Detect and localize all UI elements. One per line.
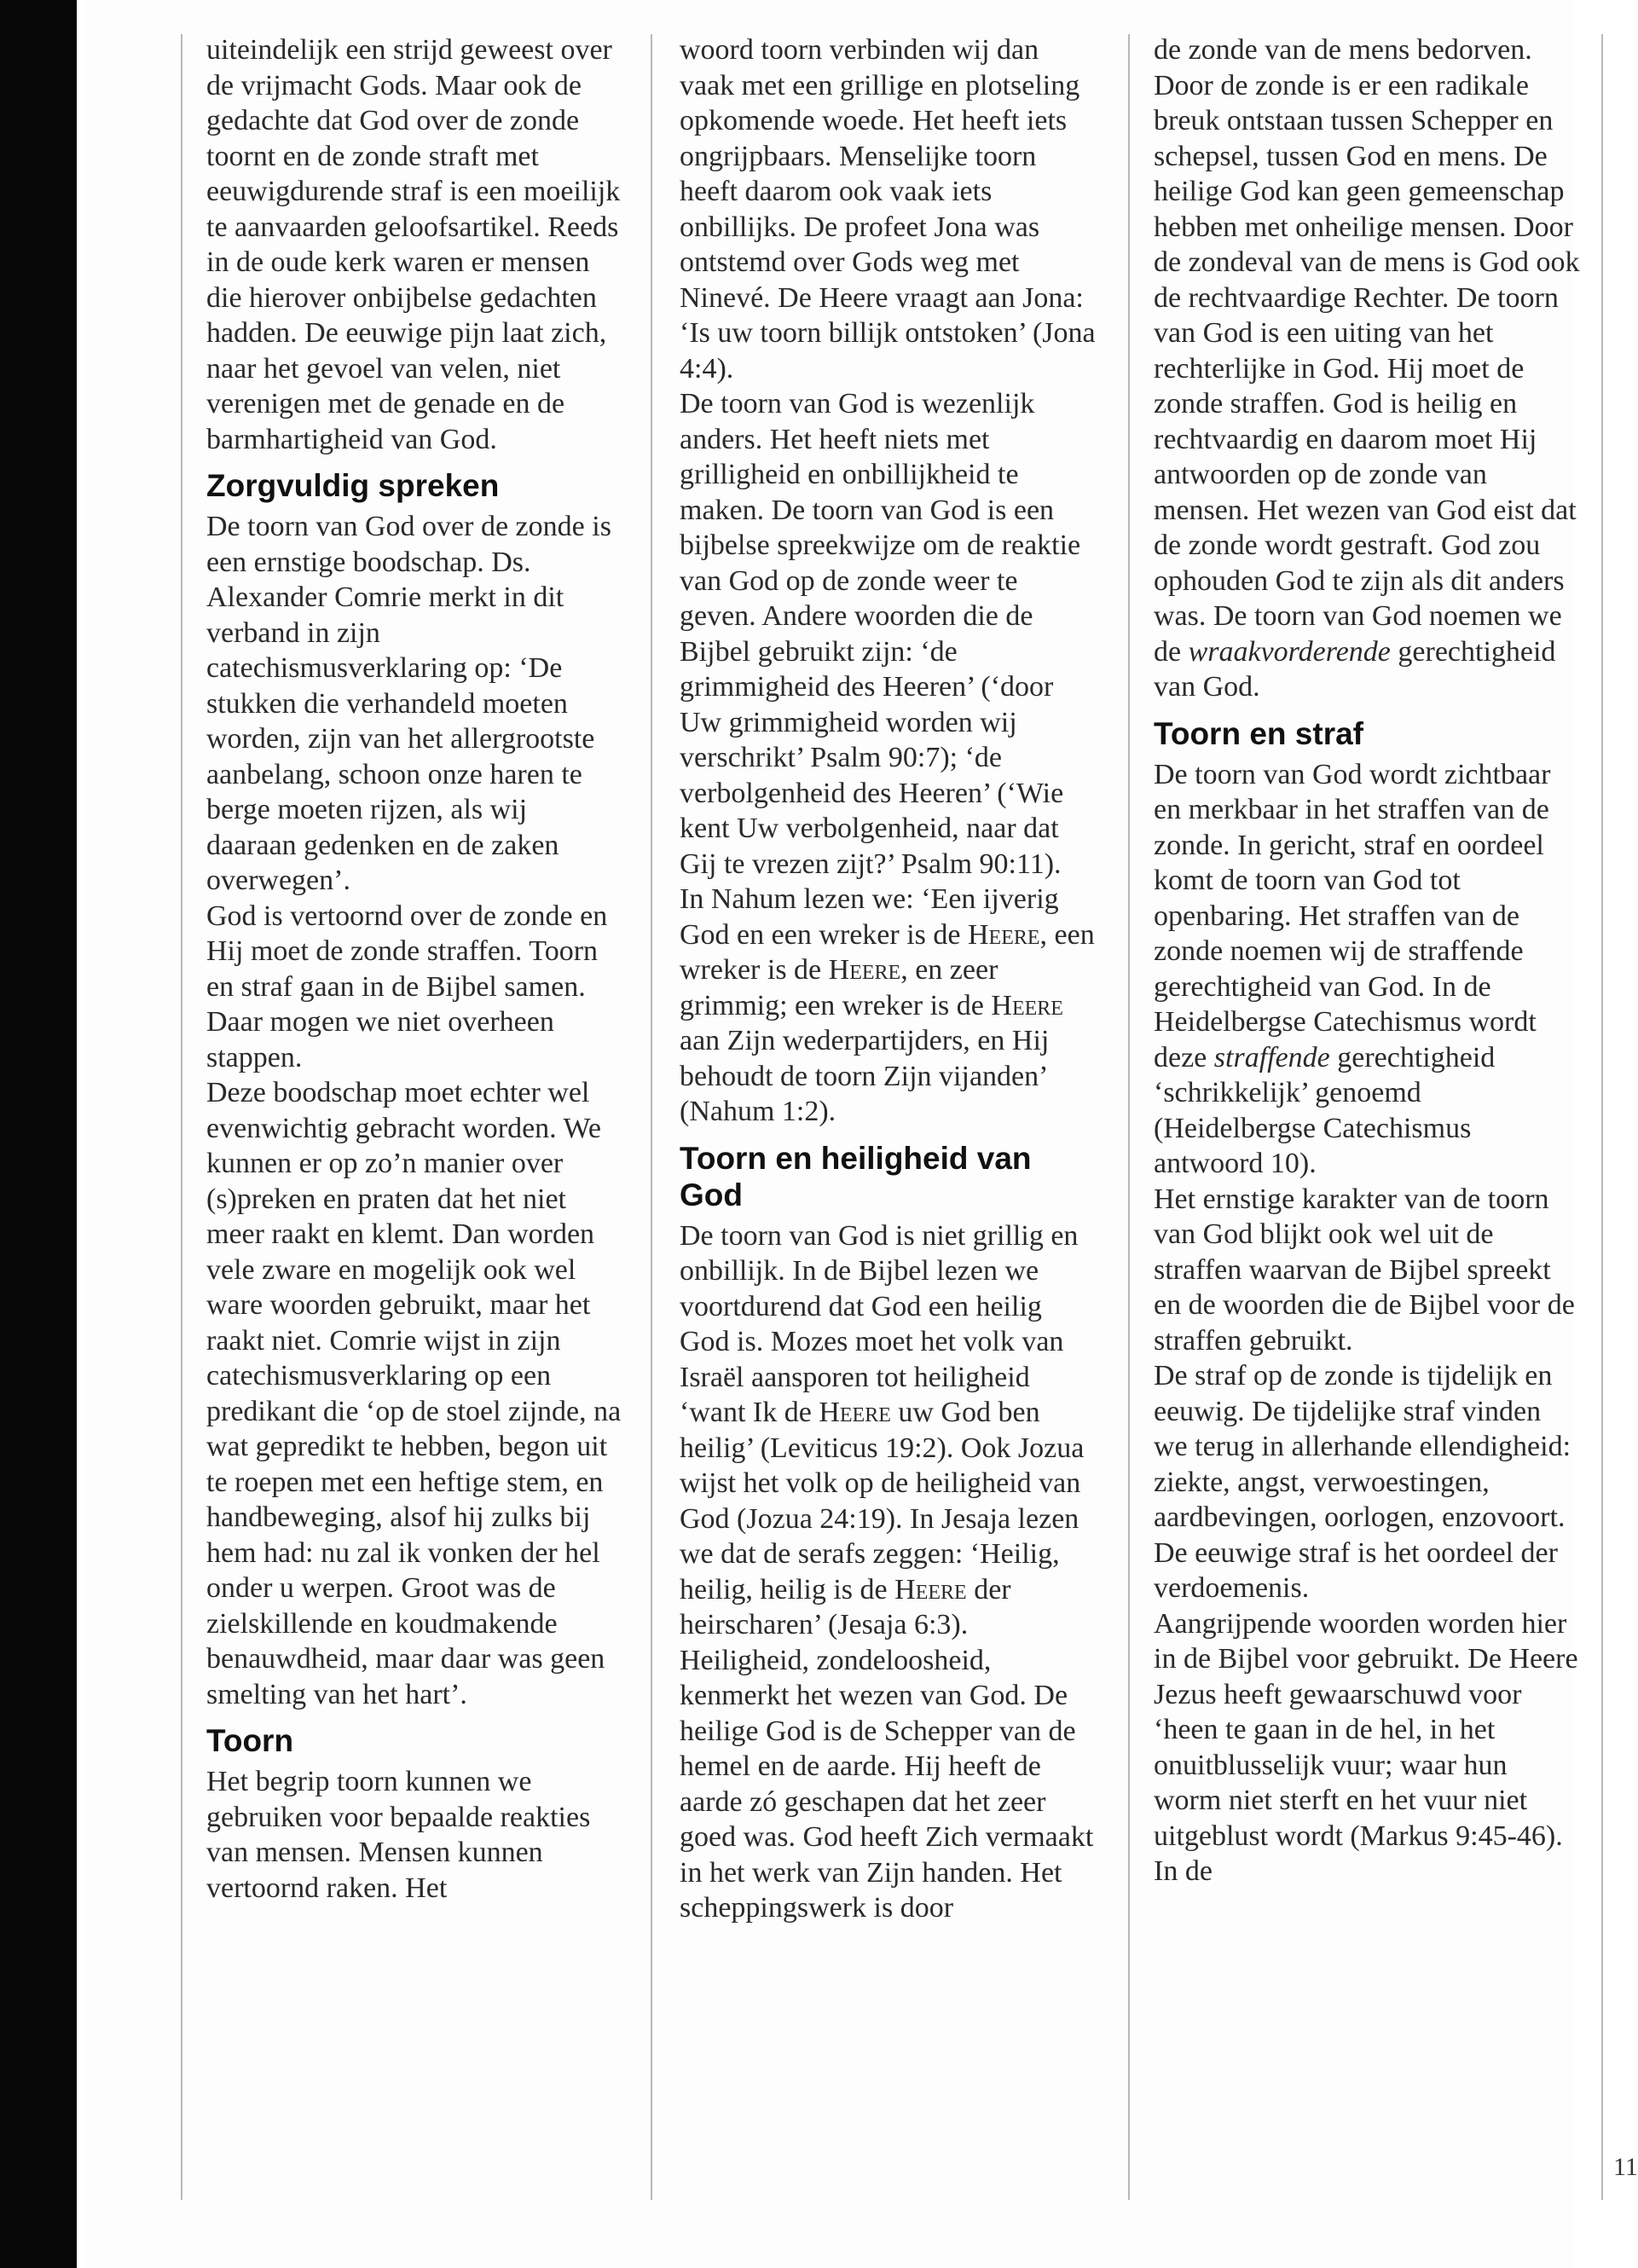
text-run: , een wreker is de: [680, 918, 1095, 986]
paragraph: [680, 1218, 1097, 1643]
text-column-3: [1154, 32, 1580, 2268]
divine-name: Heere: [991, 989, 1063, 1021]
text-run: , en zeer grimmig; een wreker is de: [680, 954, 998, 1021]
paragraph: [1154, 32, 1580, 705]
paragraph: Deze boodschap moet echter wel evenwichtig gebracht worden. We kunnen er op zo’n manier over (s)preken en praten dat het niet meer raakt en klemt. Dan worden vele zware en mogelijk ook wel ware woorden gebruikt, maar het raakt niet. Comrie wijst in zijn catechismusverklaring op een predikant die ‘op de stoel zijnde, na wat gepredikt te hebben, begon uit te roepen met een heftige stem, en handbeweging, alsof hij zulks bij hem had: nu zal ik vonken der hel onder u werpen. Groot was de zielskillende en koudmakende benauwdheid, maar daar was geen smelting van het hart’.: [206, 1077, 622, 1710]
text-column-1: [206, 32, 624, 2268]
paragraph: Aangrijpende woorden worden hier in de Bijbel voor gebruikt. De Heere Jezus heeft gewaarschuwd voor ‘heen te gaan in de hel, in het onuitblusselijk vuur; waar hun worm niet sterft en het vuur niet uitgeblust wordt (Markus 9:45-46). In de: [1154, 1607, 1578, 1887]
paragraph: [1154, 757, 1580, 1182]
text-run: aan Zijn wederpartijders, en Hij behoudt de toorn Zijn vijanden’ (Nahum 1:2).: [680, 1025, 1050, 1127]
section-heading: Toorn en heiligheid van God: [680, 1140, 1032, 1212]
text-run: De toorn van God wordt zichtbaar en merkbaar in het straffen van de zonde. In gericht, straf en oordeel komt de toorn van God tot openbaring. Het straffen van de zonde noemen wij de straffende gerechtigheid van God. In de Heidelbergse Catechismus wordt deze: [1154, 758, 1551, 1073]
section-heading: Toorn en straf: [1154, 715, 1363, 751]
page-number: 11: [1613, 2153, 1638, 2181]
column-rule-middle-2: [1128, 34, 1130, 2200]
text-run: In Nahum lezen we: ‘Een ijverig God en een wreker is de: [680, 883, 1059, 951]
divine-name: Heere: [967, 918, 1040, 951]
magazine-page: [85, 0, 1638, 2268]
text-run: de zonde van de mens bedorven. Door de zonde is er een radikale breuk ontstaan tussen Schepper en schepsel, tussen God en mens. De heilige God kan geen gemeenschap hebben met onheilige mensen. Door de zondeval van de mens is God ook de rechtvaardige Rechter. De toorn van God is een uiting van het rechterlijke in God. Hij moet de zonde straffen. God is heilig en rechtvaardig en daarom moet Hij antwoorden op de zonde van mensen. Het wezen van God eist dat de zonde wordt gestraft. God zou ophouden God te zijn als dit anders was. De toorn van God noemen we de: [1154, 34, 1580, 668]
section-heading: Zorgvuldig spreken: [206, 468, 500, 503]
paragraph: Het begrip toorn kunnen we gebruiken voor bepaalde reakties van mensen. Mensen kunnen vertoornd raken. Het: [206, 1766, 591, 1904]
paragraph: Het ernstige karakter van de toorn van God blijkt ook wel uit de straffen waarvan de Bijbel spreekt en de woorden die de Bijbel voor de straffen gebruikt.: [1154, 1183, 1575, 1357]
scan-edge-shadow: [0, 0, 77, 2268]
divine-name: Heere: [894, 1573, 967, 1606]
paragraph: De toorn van God over de zonde is een ernstige boodschap. Ds. Alexander Comrie merkt in dit verband in zijn catechismusverklaring op: ‘De stukken die verhandeld moeten worden, zijn van het allergrootste aanbelang, schoon onze haren te berge moeten rijzen, als wij daaraan gedenken en de zaken overwegen’.: [206, 511, 611, 896]
paragraph: [680, 882, 1097, 1130]
paragraph: uiteindelijk een strijd geweest over de vrijmacht Gods. Maar ook de gedachte dat God over de zonde toornt en de zonde straft met eeuwigdurende straf is een moeilijk te aanvaarden geloofsartikel. Reeds in de oude kerk waren er mensen die hierover onbijbelse gedachten hadden. De eeuwige pijn laat zich, naar het gevoel van velen, niet verenigen met de genade en de barmhartigheid van God.: [206, 34, 621, 455]
text-run: der heirscharen’ (Jesaja 6:3).: [680, 1573, 1011, 1640]
text-run: De toorn van God is niet grillig en onbillijk. In de Bijbel lezen we voortdurend dat God een heilig God is. Mozes moet het volk van Israël aansporen tot heiligheid ‘want Ik de: [680, 1219, 1079, 1428]
column-rule-right: [1601, 34, 1603, 2200]
emphasis: wraakvorderende: [1188, 635, 1391, 668]
text-run: gerechtigheid van God.: [1154, 635, 1556, 703]
divine-name: Heere: [828, 954, 901, 986]
paragraph: God is vertoornd over de zonde en Hij moet de zonde straffen. Toorn en straf gaan in de Bijbel samen. Daar mogen we niet overheen stappen.: [206, 900, 608, 1073]
text-column-2: [680, 32, 1097, 2268]
text-run: uw God ben heilig’ (Leviticus 19:2). Ook Jozua wijst het volk op de heiligheid van God (Jozua 24:19). In Jesaja lezen we dat de serafs zeggen: ‘Heilig, heilig, heilig is de: [680, 1397, 1085, 1606]
paragraph: De straf op de zonde is tijdelijk en eeuwig. De tijdelijke straf vinden we terug in allerhande ellendigheid: ziekte, angst, verwoestingen, aardbevingen, oorlogen, enzovoort. De eeuwige straf is het oordeel der verdoemenis.: [1154, 1360, 1571, 1604]
section-heading: Toorn: [206, 1723, 294, 1758]
text-run: gerechtigheid ‘schrikkelijk’ genoemd (Heidelbergse Catechismus antwoord 10).: [1154, 1041, 1496, 1179]
paragraph: Heiligheid, zondeloosheid, kenmerkt het wezen van God. De heilige God is de Schepper van de hemel en de aarde. Hij heeft de aarde zó geschapen dat het zeer goed was. God heeft Zich vermaakt in het werk van Zijn handen. Het scheppingswerk is door: [680, 1644, 1094, 1924]
column-rule-middle-1: [651, 34, 652, 2200]
paragraph: woord toorn verbinden wij dan vaak met een grillige en plotseling opkomende woede. Het heeft iets ongrijpbaars. Menselijke toorn heeft daarom ook vaak iets onbillijks. De profeet Jona was ontstemd over Gods weg met Ninevé. De Heere vraagt aan Jona: ‘Is uw toorn billijk ontstoken’ (Jona 4:4).: [680, 34, 1096, 385]
paragraph: De toorn van God is wezenlijk anders. Het heeft niets met grilligheid en onbillijkheid te maken. De toorn van God is een bijbelse spreekwijze om de reaktie van God op de zonde weer te geven. Andere woorden die de Bijbel gebruikt zijn: ‘de grimmigheid des Heeren’ (‘door Uw grimmigheid worden wij verschrikt’ Psalm 90:7); ‘de verbolgenheid des Heeren’ (‘Wie kent Uw verbolgenheid, naar dat Gij te vrezen zijt?’ Psalm 90:11).: [680, 388, 1081, 880]
emphasis: straffende: [1213, 1041, 1330, 1073]
divine-name: Heere: [819, 1397, 891, 1428]
column-rule-left: [181, 34, 182, 2200]
